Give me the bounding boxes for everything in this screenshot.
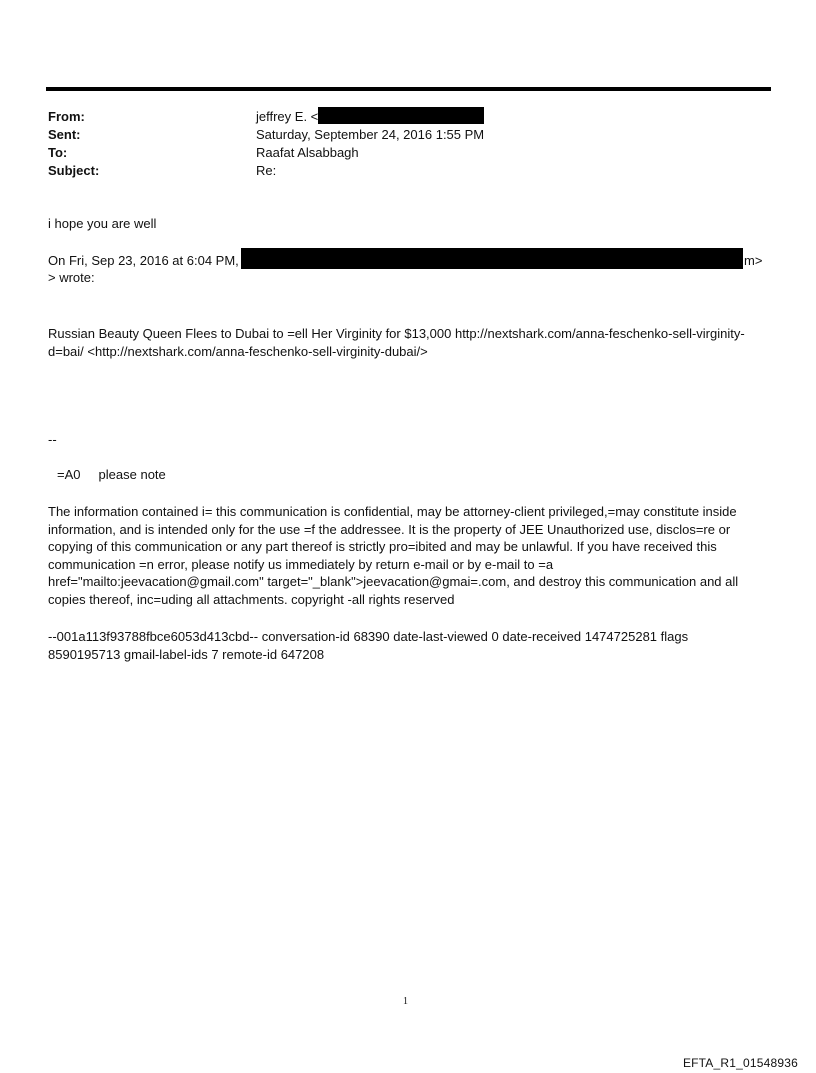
from-label: From: <box>48 109 85 124</box>
redaction-bar <box>241 248 743 269</box>
subject-label: Subject: <box>48 163 100 178</box>
from-name: jeffrey E. < <box>256 109 319 124</box>
please-note-line: =A0 please note <box>57 467 166 482</box>
quote-wrote-line: > wrote: <box>48 270 95 285</box>
sent-value: Saturday, September 24, 2016 1:55 PM <box>256 127 485 142</box>
quote-intro-text: On Fri, Sep 23, 2016 at 6:04 PM, <box>48 253 239 268</box>
sent-label: Sent: <box>48 127 81 142</box>
subject-value: Re: <box>256 163 277 178</box>
signature-separator: -- <box>48 432 57 447</box>
from-value <box>256 109 484 125</box>
header-rule <box>46 87 771 91</box>
to-label: To: <box>48 145 68 160</box>
metadata-paragraph: --001a113f93788fbce6053d413cbd-- conversation-id 68390 date-last-viewed 0 date-received 1474725281 flags 8590195713 gmail-label-ids 7 remote-id 647208 <box>48 629 689 662</box>
document-id: EFTA_R1_01548936 <box>682 1056 798 1070</box>
quote-intro-line <box>48 253 239 269</box>
page-number: 1 <box>403 996 408 1007</box>
quote-intro-tail: m> <box>744 253 763 268</box>
article-link-paragraph: Russian Beauty Queen Flees to Dubai to =ell Her Virginity for $13,000 http://nextshark.com/anna-feschenko-sell-virginity-d=bai/ <http://nextshark.com/anna-feschenko-sell-virginity-dubai/> <box>48 326 745 359</box>
to-value: Raafat Alsabbagh <box>256 145 359 160</box>
disclaimer-paragraph: The information contained i= this communication is confidential, may be attorney-client privileged,=may constitute inside information, and is intended only for the use =f the addressee. It is the property of JEE Unauthorized use, disclos=re or copying of this communication or any part thereof is strictly pro=ibited and may be unlawful. If you have received this communication =n error, please notify us immediately by return e-mail or by e-mail to =a href="mailto:jeevacation@gmail.com" target="_blank">jeevacation@gmai=.com, and destroy this communication and all copies thereof, inc=uding all attachments. copyright -all rights reserved <box>48 504 739 607</box>
redaction-bar <box>318 107 484 124</box>
greeting-line: i hope you are well <box>48 216 157 231</box>
